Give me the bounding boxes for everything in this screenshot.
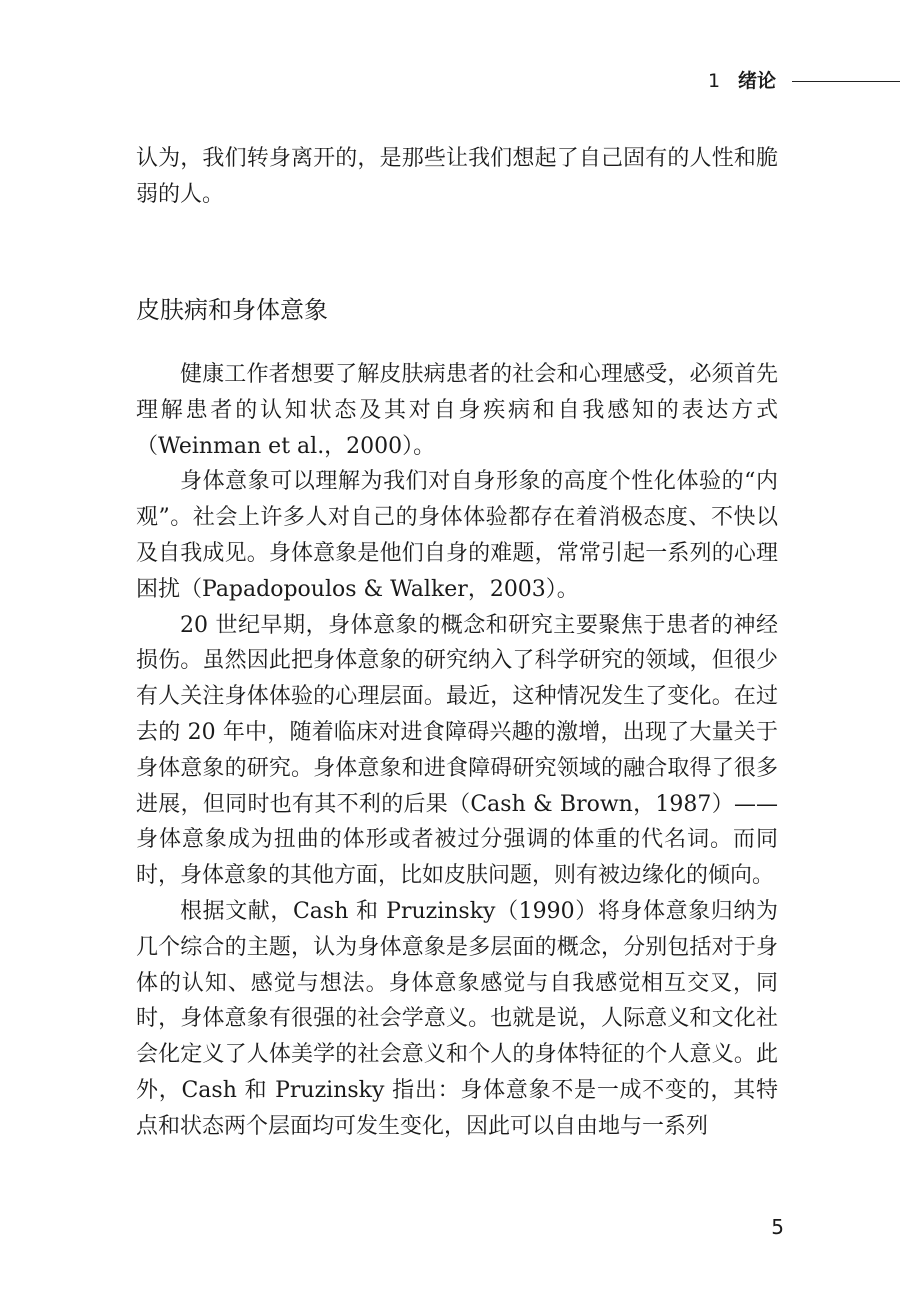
header-rule bbox=[792, 81, 900, 82]
section-title: 皮肤病和身体意象 bbox=[136, 296, 328, 324]
chapter-number: 1 bbox=[708, 70, 721, 92]
running-header bbox=[700, 66, 900, 96]
chapter-title: 绪论 bbox=[738, 70, 777, 92]
paragraph-4: 根据文献，Cash 和 Pruzinsky（1990）将身体意象归纳为几个综合的主题，认为身体意象是多层面的概念，分别包括对于身体的认知、感觉与想法。身体意象感觉与自我感觉相互交叉，同时，身体意象有很强的社会学意义。也就是说，人际意义和文化社会化定义了人体美学的社会意义和个人的身体特征的个人意义。此外，Cash 和 Pruzinsky 指出：身体意象不是一成不变的，其特点和状态两个层面均可发生变化，因此可以自由地与一系列 bbox=[136, 898, 778, 1139]
page-number: 5 bbox=[771, 1215, 784, 1239]
continued-paragraph: 认为，我们转身离开的，是那些让我们想起了自己固有的人性和脆弱的人。 bbox=[136, 146, 778, 207]
section-body bbox=[136, 357, 778, 1145]
paragraph-3: 20 世纪早期，身体意象的概念和研究主要聚焦于患者的神经损伤。虽然因此把身体意象的研究纳入了科学研究的领域，但很少有人关注身体体验的心理层面。最近，这种情况发生了变化。在过去的 20 年中，随着临床对进食障碍兴趣的激增，出现了大量关于身体意象的研究。身体意象和进食障碍研究领域的融合取得了很多进展，但同时也有其不利的后果（Cash & Brown，1987）——身体意象成为扭曲的体形或者被过分强调的体重的代名词。而同时，身体意象的其他方面，比如皮肤问题，则有被边缘化的倾向。 bbox=[136, 612, 778, 889]
paragraph-2: 身体意象可以理解为我们对自身形象的高度个性化体验的“内观”。社会上许多人对自己的身体体验都存在着消极态度、不快以及自我成见。身体意象是他们自身的难题，常常引起一系列的心理困扰（Papadopoulos & Walker，2003）。 bbox=[136, 469, 778, 602]
continued-paragraph-block bbox=[136, 141, 778, 213]
paragraph-1: 健康工作者想要了解皮肤病患者的社会和心理感受，必须首先理解患者的认知状态及其对自身疾病和自我感知的表达方式（Weinman et al.，2000）。 bbox=[136, 362, 778, 459]
